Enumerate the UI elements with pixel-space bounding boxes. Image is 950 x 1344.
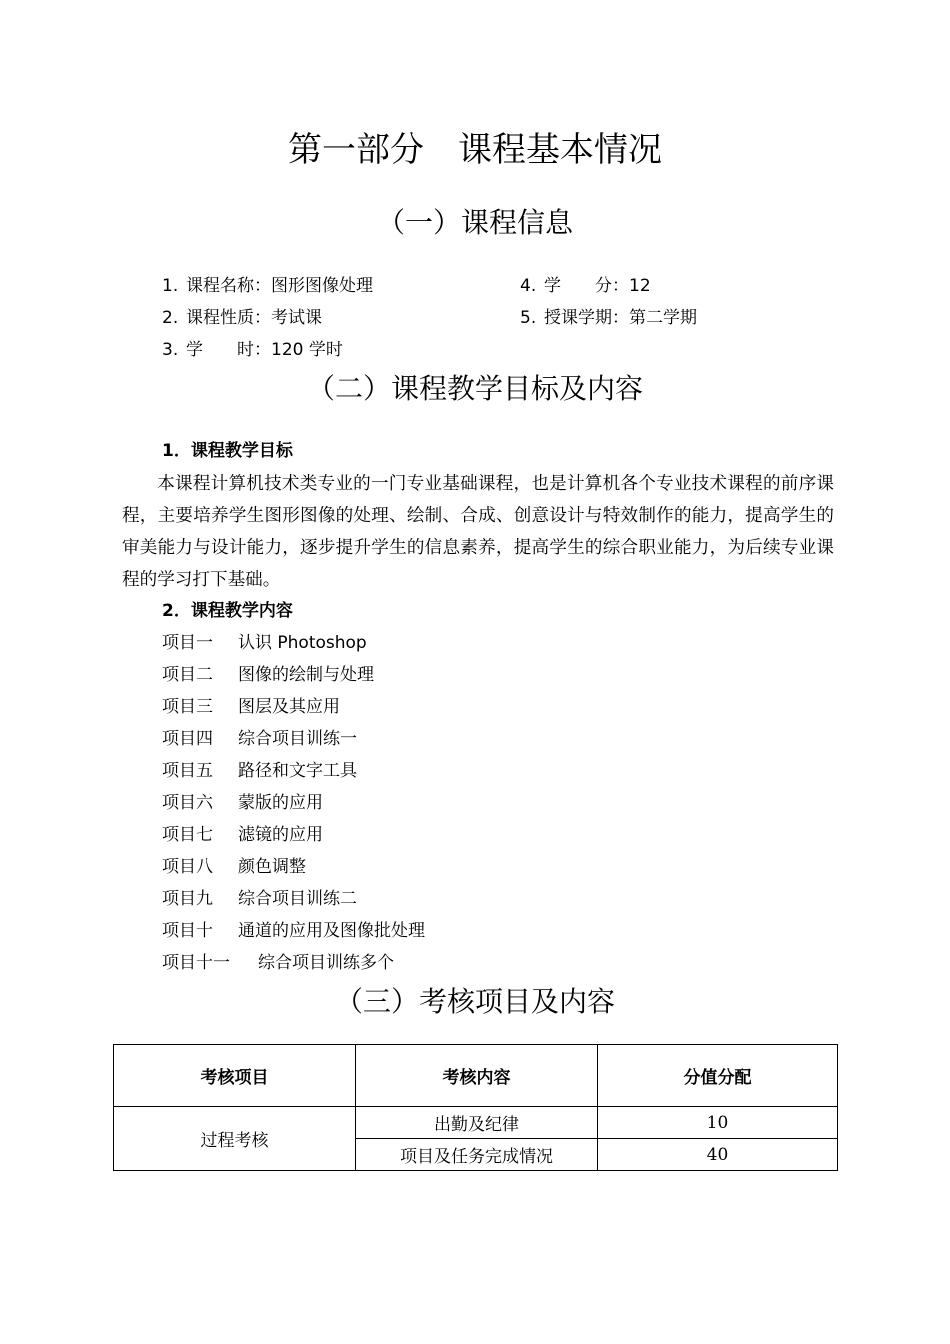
list-item (162, 920, 425, 942)
table-header-row (114, 1045, 838, 1107)
info-item-semester (520, 307, 697, 329)
project-label: 项目十一 (162, 953, 230, 973)
list-item (162, 952, 394, 974)
project-label: 项目五 (162, 761, 213, 781)
info-label: 授课学期： (544, 308, 629, 328)
info-value: 考试课 (271, 308, 322, 328)
project-title: 认识 Photoshop (238, 633, 367, 653)
list-item (162, 664, 374, 686)
table-header-cell: 考核项目 (114, 1045, 356, 1107)
info-value: 12 (629, 276, 651, 296)
info-item-course-name (162, 275, 373, 297)
info-value: 120 学时 (271, 340, 343, 360)
info-label: 学 时： (186, 340, 271, 360)
list-item (162, 760, 357, 782)
assessment-table (113, 1044, 838, 1171)
info-number: 1. (162, 276, 179, 296)
info-label: 课程性质： (186, 308, 271, 328)
section-heading-assessment: （三）考核项目及内容 (334, 985, 615, 1018)
list-item (162, 792, 323, 814)
project-title: 图层及其应用 (238, 697, 340, 717)
project-label: 项目九 (162, 889, 213, 909)
info-number: 2. (162, 308, 179, 328)
project-title: 综合项目训练二 (238, 889, 357, 909)
objectives-paragraph: 本课程计算机技术类专业的一门专业基础课程，也是计算机各个专业技术课程的前序课程，主要培养学生图形图像的处理、绘制、合成、创意设计与特效制作的能力，提高学生的审美能力与设计能力，逐步提升学生的信息素养，提高学生的综合职业能力，为后续专业课程的学习打下基础。 (122, 474, 834, 590)
project-title: 图像的绘制与处理 (238, 665, 374, 685)
info-number: 3. (162, 340, 179, 360)
list-item (162, 888, 357, 910)
info-item-course-nature (162, 307, 322, 329)
table-header-cell: 考核内容 (356, 1045, 598, 1107)
info-item-hours (162, 339, 343, 361)
info-value: 第二学期 (629, 308, 697, 328)
list-item (162, 696, 340, 718)
project-label: 项目二 (162, 665, 213, 685)
objectives-heading: 1．课程教学目标 (162, 441, 293, 461)
project-title: 蒙版的应用 (238, 793, 323, 813)
table-header-cell: 分值分配 (598, 1045, 838, 1107)
project-title: 路径和文字工具 (238, 761, 357, 781)
table-cell-score: 40 (598, 1139, 838, 1171)
list-item (162, 856, 306, 878)
project-label: 项目四 (162, 729, 213, 749)
contents-heading: 2．课程教学内容 (162, 601, 293, 621)
info-value: 图形图像处理 (271, 276, 373, 296)
info-number: 4. (520, 276, 537, 296)
project-title: 滤镜的应用 (238, 825, 323, 845)
list-item (162, 728, 357, 750)
project-title: 综合项目训练多个 (258, 953, 394, 973)
project-title: 颜色调整 (238, 857, 306, 877)
table-row (114, 1107, 838, 1139)
info-number: 5. (520, 308, 537, 328)
info-label: 课程名称： (186, 276, 271, 296)
project-title: 综合项目训练一 (238, 729, 357, 749)
project-label: 项目八 (162, 857, 213, 877)
project-label: 项目七 (162, 825, 213, 845)
info-item-credits (520, 275, 651, 297)
section-heading-objectives-content: （二）课程教学目标及内容 (306, 372, 643, 405)
table-cell-score: 10 (598, 1107, 838, 1139)
table-cell-content: 出勤及纪律 (356, 1107, 598, 1139)
part-title: 第一部分 课程基本情况 (288, 130, 662, 170)
objectives-paragraph-block (122, 468, 834, 596)
project-label: 项目十 (162, 921, 213, 941)
table-cell-category: 过程考核 (114, 1107, 356, 1171)
info-label: 学 分： (544, 276, 629, 296)
project-label: 项目六 (162, 793, 213, 813)
list-item (162, 632, 367, 654)
project-label: 项目三 (162, 697, 213, 717)
project-title: 通道的应用及图像批处理 (238, 921, 425, 941)
table-cell-content: 项目及任务完成情况 (356, 1139, 598, 1171)
section-heading-course-info: （一）课程信息 (376, 206, 573, 239)
project-label: 项目一 (162, 633, 213, 653)
list-item (162, 824, 323, 846)
